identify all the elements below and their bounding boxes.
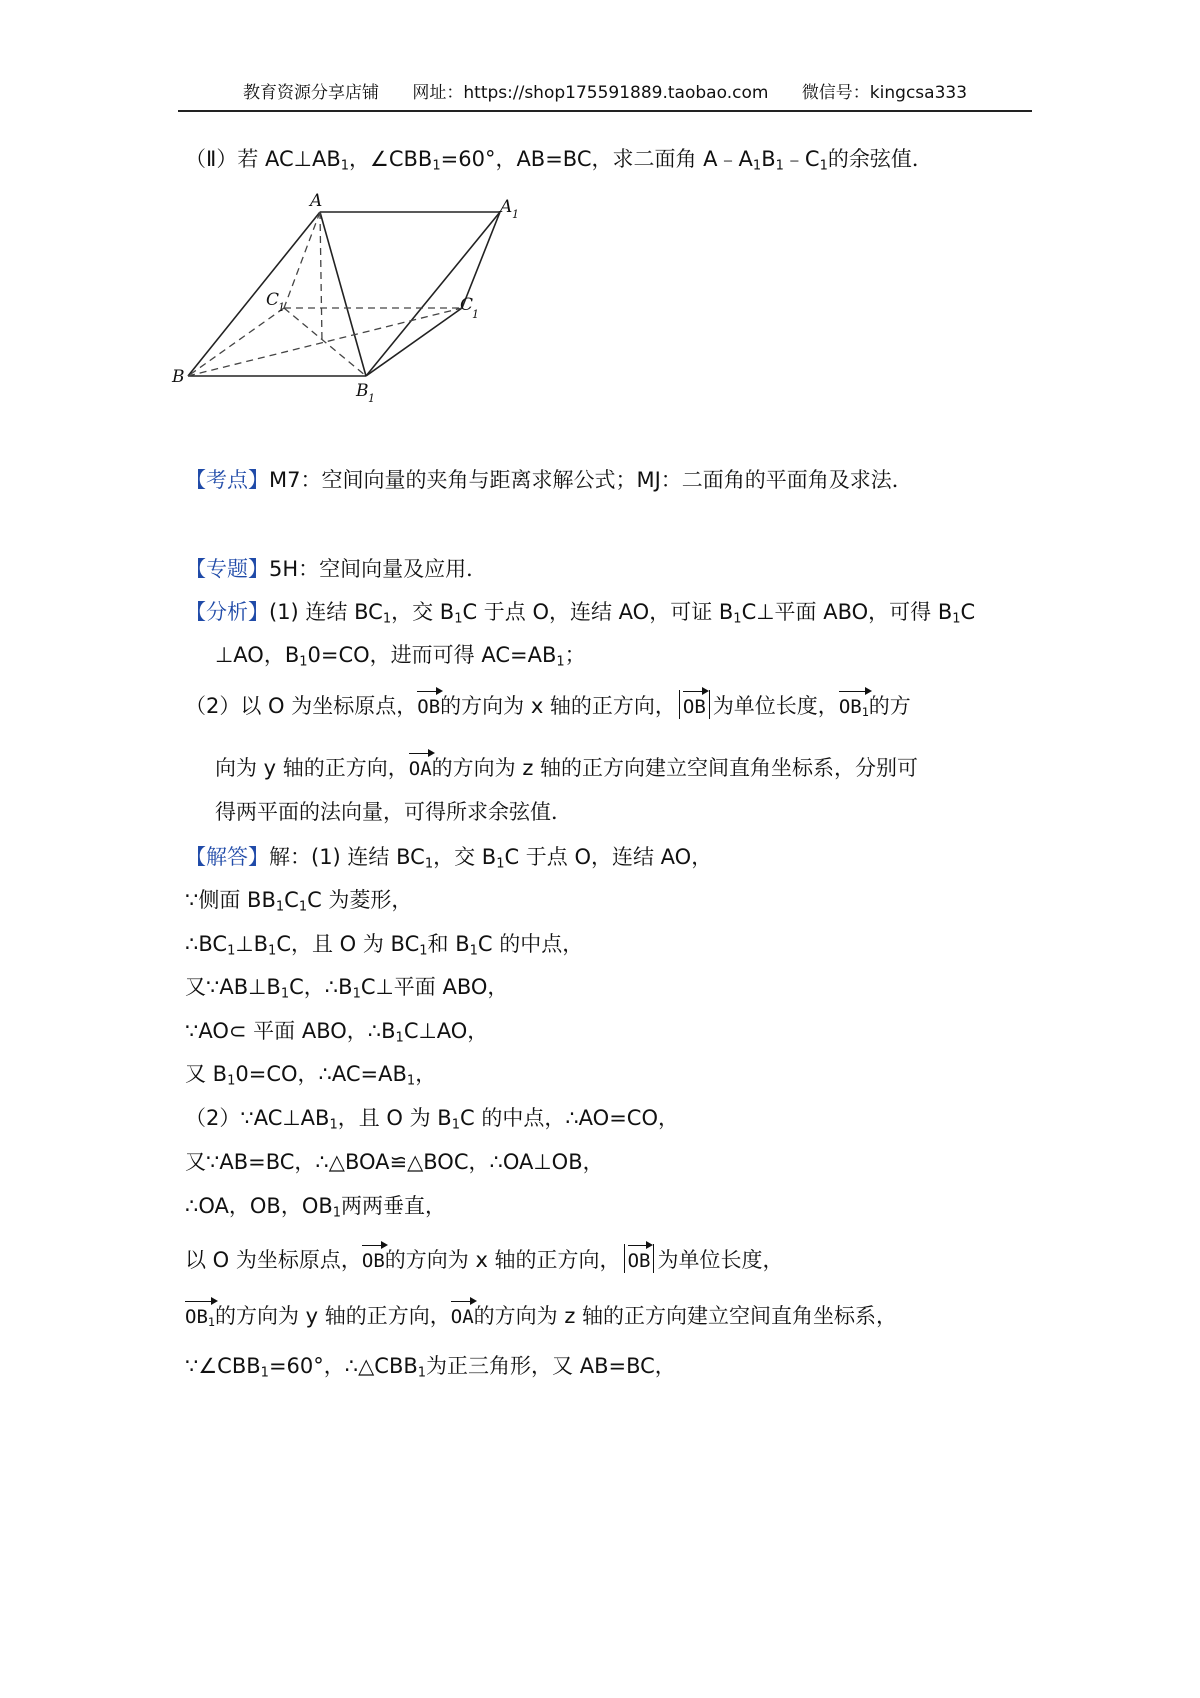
jieda-line-3: $\therefore BC_1\perp B_1C$，且 O 为 $BC_1$和 $B_1C$ 的中点，	[185, 932, 584, 959]
vector-OB-abs-2: OB	[628, 1244, 651, 1273]
page-header	[178, 78, 1032, 112]
vector-OB-abs: OB	[683, 690, 706, 719]
fenxi-line-1: 【分析】(1) 连结 $BC_1$，交 $B_1C$ 于点 O，连结 AO，可证 $B_1C\perp$平面 ABO，可得 $B_1C$	[185, 600, 976, 627]
prism-figure	[170, 190, 590, 430]
jieda-tag: 【解答】	[185, 845, 269, 869]
label-A: A	[310, 191, 323, 211]
label-A1-sub: 1	[512, 208, 519, 221]
wechat-id: 微信号：kingcsa333	[801, 83, 968, 103]
vector-OB1-2: $OB_1$	[185, 1300, 215, 1329]
jieda-line-12: $\because\angle CBB_1=60^\circ$，$\therefore\triangle CBB_1$为正三角形，又 AB=BC，	[185, 1354, 676, 1381]
label-A1: A	[500, 197, 513, 217]
vector-OB: OB	[417, 690, 440, 719]
label-B1: B	[356, 381, 369, 401]
label-B1-sub: 1	[368, 392, 375, 405]
jieda-line-10: 以 O 为坐标原点，OB的方向为 x 轴的正方向， OB 为单位长度，	[185, 1244, 783, 1273]
problem-statement: （Ⅱ）若 $AC\perp AB_1$，$\angle CBB_1=60^\circ$，AB=BC，求二面角 $A﹣A_1B_1﹣C_1$的余弦值．	[185, 147, 933, 174]
label-C-sub: 1	[278, 301, 285, 314]
zhuanti-line: 【专题】5H：空间向量及应用．	[185, 557, 488, 581]
jieda-line-8: 又∵AB=BC，∴△BOA≌△BOC，∴OA⊥OB，	[185, 1150, 604, 1174]
fenxi-line-4: 向为 y 轴的正方向，OA的方向为 z 轴的正方向建立空间直角坐标系，分别可	[215, 752, 918, 781]
kaodian-tag: 【考点】	[185, 468, 269, 492]
vector-OA-2: OA	[451, 1300, 474, 1329]
label-C: C	[266, 290, 280, 310]
jieda-line-9: ∴OA，OB，$OB_1$两两垂直，	[185, 1194, 447, 1221]
jieda-line-1: 【解答】解：(1) 连结 $BC_1$，交 $B_1C$ 于点 O，连结 AO，	[185, 845, 713, 872]
vector-OB-2: OB	[362, 1244, 385, 1273]
jieda-line-5: ∵AO⊂ 平面 ABO，$\therefore B_1C\perp AO$，	[185, 1019, 489, 1046]
jieda-line-2: ∵侧面 $BB_1C_1C$ 为菱形，	[185, 888, 413, 915]
shop-url: 网址：https://shop175591889.taobao.com	[412, 83, 769, 103]
fenxi-line-2: ⊥AO，$B_10=CO$，进而可得 $AC=AB_1$；	[215, 643, 586, 670]
jieda-line-7: $(2)\because AC\perp AB_1$，且 O 为 $B_1C$ 的中点，∴AO=CO，	[185, 1106, 679, 1133]
fenxi-line-5: 得两平面的法向量，可得所求余弦值．	[215, 800, 572, 824]
zhuanti-tag: 【专题】	[185, 557, 269, 581]
label-B: B	[172, 367, 185, 387]
fenxi-tag: 【分析】	[185, 600, 269, 624]
label-C1-sub: 1	[472, 308, 479, 321]
fenxi-line-3: （2）以 O 为坐标原点，OB的方向为 x 轴的正方向， OB 为单位长度，$OB_1$的方	[185, 690, 911, 719]
vector-OA: OA	[409, 752, 432, 781]
kaodian-line: 【考点】M7：空间向量的夹角与距离求解公式；MJ：二面角的平面角及求法．	[185, 468, 913, 492]
shop-name: 教育资源分享店铺	[242, 83, 379, 103]
jieda-line-11: $OB_1$的方向为 y 轴的正方向，OA的方向为 z 轴的正方向建立空间直角坐标系，	[185, 1300, 897, 1329]
vector-OB1: $OB_1$	[839, 690, 869, 719]
label-C1: C	[460, 295, 474, 315]
jieda-line-6: 又 $B_10=CO$，$\therefore AC=AB_1$，	[185, 1062, 437, 1089]
jieda-line-4: 又$\because AB\perp B_1C$，$\therefore B_1C\perp$平面 ABO，	[185, 975, 509, 1002]
